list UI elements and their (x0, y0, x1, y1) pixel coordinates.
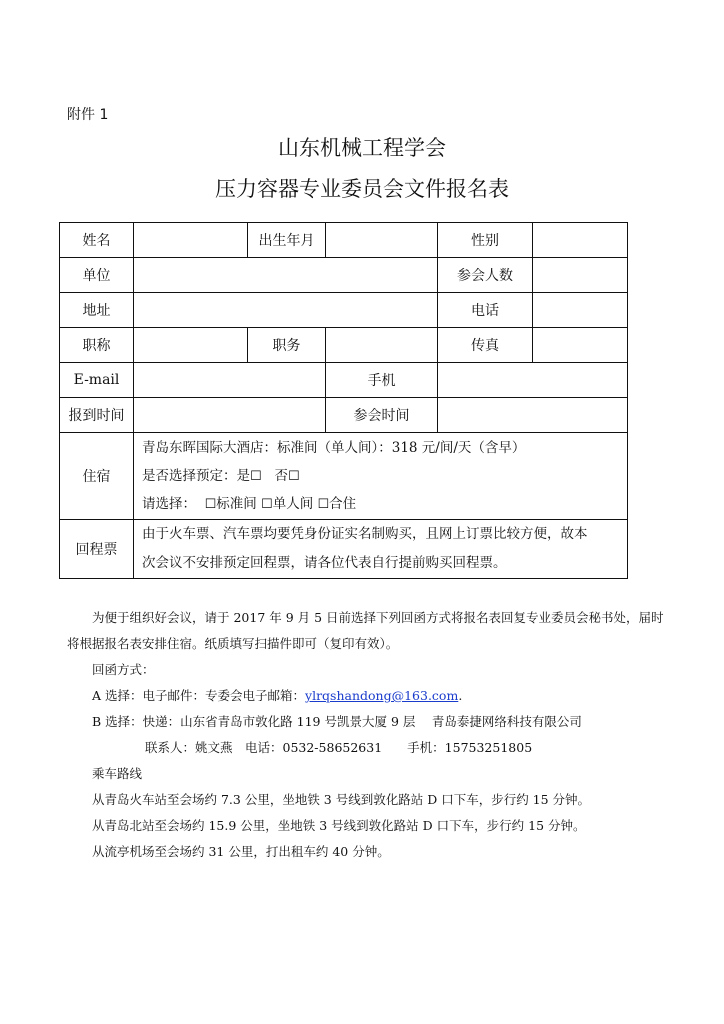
option-a-label: A 选择：电子邮件：专委会电子邮箱： (92, 688, 306, 703)
table-row (60, 258, 628, 293)
table-row (60, 433, 628, 520)
lodging-label: 住宿 (60, 433, 134, 520)
birth-field[interactable] (326, 223, 438, 258)
meeting-time-field[interactable] (438, 398, 628, 433)
phone-label: 电话 (438, 293, 533, 328)
name-field[interactable] (134, 223, 248, 258)
single-room-label: 单人间 (272, 496, 314, 512)
lodging-cell (134, 433, 628, 520)
email-field[interactable] (134, 363, 326, 398)
registration-form-table (59, 222, 628, 579)
table-row (60, 363, 628, 398)
address-label: 地址 (60, 293, 134, 328)
position-label: 职务 (248, 328, 326, 363)
fax-field[interactable] (533, 328, 628, 363)
reply-methods-heading: 回函方式： (92, 662, 155, 677)
position-field[interactable] (326, 328, 438, 363)
table-row (60, 293, 628, 328)
attendees-label: 参会人数 (438, 258, 533, 293)
return-ticket-label: 回程票 (60, 520, 134, 579)
standard-room-label: 标准间 (216, 496, 257, 512)
gender-label: 性别 (438, 223, 533, 258)
attachment-label: 附件 1 (67, 107, 109, 123)
route-line-3: 从流亭机场至会场约 31 公里，打出租车约 40 分钟。 (92, 844, 390, 859)
instruction-line-2: 将根据报名表安排住宿。纸质填写扫描件即可（复印有效）。 (67, 636, 399, 651)
table-row (60, 328, 628, 363)
unit-label: 单位 (60, 258, 134, 293)
contact-line: 联系人：姚文燕 电话：0532-58652631 手机：15753251805 (145, 740, 533, 755)
option-a-line (92, 686, 462, 704)
document-title-org: 山东机械工程学会 (278, 136, 446, 160)
address-field[interactable] (134, 293, 438, 328)
return-ticket-text-line1: 由于火车票、汽车票均要凭身份证实名制购买，且网上订票比较方便，故本 (142, 526, 588, 542)
reserve-yes-checkbox[interactable]: ☐ (250, 469, 262, 484)
arrival-field[interactable] (134, 398, 326, 433)
meeting-time-label: 参会时间 (326, 398, 438, 433)
lodging-room-type-line (134, 490, 627, 518)
name-label: 姓名 (60, 223, 134, 258)
unit-field[interactable] (134, 258, 438, 293)
lodging-hotel-line: 青岛东晖国际大酒店：标准间（单人间）：318 元/间/天（含早） (142, 440, 526, 456)
return-ticket-cell (134, 520, 628, 579)
option-b-line: B 选择：快递：山东省青岛市敦化路 119 号凯景大厦 9 层 青岛泰捷网络科技有限公司 (92, 714, 582, 729)
arrival-label: 报到时间 (60, 398, 134, 433)
title-field[interactable] (134, 328, 248, 363)
instruction-line-1: 为便于组织好会议，请于 2017 年 9 月 5 日前选择下列回函方式将报名表回复专业委员会秘书处，届时 (92, 610, 664, 625)
mobile-label: 手机 (326, 363, 438, 398)
table-row (60, 223, 628, 258)
route-line-2: 从青岛北站至会场约 15.9 公里，坐地铁 3 号线到敦化路站 D 口下车，步行约 15 分钟。 (92, 818, 586, 833)
route-line-1: 从青岛火车站至会场约 7.3 公里，坐地铁 3 号线到敦化路站 D 口下车，步行约 15 分钟。 (92, 792, 591, 807)
gender-field[interactable] (533, 223, 628, 258)
single-room-checkbox[interactable]: ☐ (261, 497, 273, 512)
reserve-no-checkbox[interactable]: ☐ (288, 469, 300, 484)
lodging-reserve-line (134, 462, 627, 490)
reserve-question: 是否选择预定：是 (142, 468, 250, 484)
fax-label: 传真 (438, 328, 533, 363)
reserve-no-label: 否 (274, 468, 289, 484)
table-row (60, 398, 628, 433)
shared-room-checkbox[interactable]: ☐ (317, 497, 330, 512)
attendees-field[interactable] (533, 258, 628, 293)
return-ticket-text-line2: 次会议不安排预定回程票，请各位代表自行提前购买回程票。 (142, 555, 507, 571)
room-type-prompt: 请选择： (142, 496, 196, 512)
phone-field[interactable] (533, 293, 628, 328)
option-a-period: . (458, 688, 463, 703)
birth-label: 出生年月 (248, 223, 326, 258)
table-row (60, 520, 628, 579)
email-link[interactable]: ylrqshandong@163.com (305, 688, 459, 703)
mobile-field[interactable] (438, 363, 628, 398)
document-title-form: 压力容器专业委员会文件报名表 (215, 177, 509, 201)
title-label: 职称 (60, 328, 134, 363)
standard-room-checkbox[interactable]: ☐ (204, 497, 217, 512)
route-heading: 乘车路线 (92, 766, 143, 781)
shared-room-label: 合住 (329, 496, 357, 512)
email-label: E-mail (60, 363, 134, 398)
